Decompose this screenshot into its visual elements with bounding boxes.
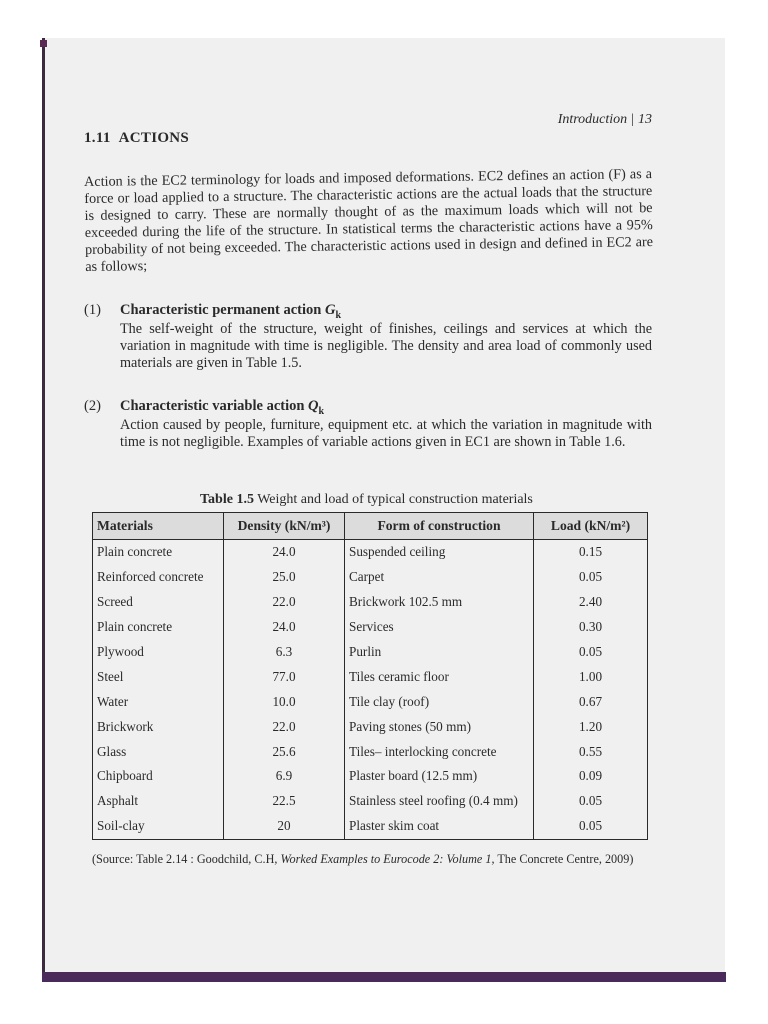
table-row (93, 664, 648, 689)
table-row (93, 764, 648, 789)
table-row (93, 689, 648, 714)
header-form: Form of construction (345, 513, 534, 540)
page-number: 13 (638, 112, 652, 127)
table-row (93, 739, 648, 764)
cell-form: Tiles ceramic floor (345, 664, 534, 689)
cell-material: Steel (93, 664, 224, 689)
action-subscript: k (318, 405, 325, 417)
cell-load: 0.55 (534, 739, 648, 764)
cell-load: 0.05 (534, 814, 648, 839)
cell-load: 0.67 (534, 689, 648, 714)
running-head-separator: | (631, 112, 634, 127)
cell-material: Water (93, 689, 224, 714)
source-prefix: (Source: Table 2.14 : Goodchild, C.H, (92, 852, 278, 866)
header-density: Density (kN/m³) (224, 513, 345, 540)
source-book-title: Worked Examples to Eurocode 2: Volume 1, (280, 852, 495, 866)
cell-density: 6.9 (224, 764, 345, 789)
cell-density: 22.0 (224, 590, 345, 615)
table-row (93, 615, 648, 640)
cell-form: Stainless steel roofing (0.4 mm) (345, 789, 534, 814)
action-title (120, 398, 324, 417)
cell-form: Suspended ceiling (345, 540, 534, 565)
action-label: (2) (84, 398, 101, 414)
table-row (93, 590, 648, 615)
page-edge-band (42, 972, 726, 982)
cell-density: 25.6 (224, 739, 345, 764)
table-caption (200, 492, 533, 508)
cell-load: 0.09 (534, 764, 648, 789)
cell-form: Brickwork 102.5 mm (345, 590, 534, 615)
cell-material: Reinforced concrete (93, 565, 224, 590)
header-load: Load (kN/m²) (534, 513, 648, 540)
cell-form: Carpet (345, 565, 534, 590)
action-title-text: Characteristic permanent action (120, 302, 322, 318)
header-materials: Materials (93, 513, 224, 540)
section-number: 1.11 (84, 130, 111, 146)
action-body: The self-weight of the structure, weight of finishes, ceilings and services at which the variation in magnitude with time is negligible. The density and area load of commonly used materials are given in Table 1.5. (120, 321, 652, 371)
cell-density: 77.0 (224, 664, 345, 689)
running-head-title: Introduction (557, 112, 628, 127)
cell-load: 1.20 (534, 714, 648, 739)
cell-density: 6.3 (224, 640, 345, 665)
cell-density: 10.0 (224, 689, 345, 714)
cell-density: 20 (224, 814, 345, 839)
cell-form: Plaster skim coat (345, 814, 534, 839)
cell-load: 0.30 (534, 615, 648, 640)
cell-form: Purlin (345, 640, 534, 665)
cell-form: Paving stones (50 mm) (345, 714, 534, 739)
cell-load: 0.15 (534, 540, 648, 565)
cell-material: Screed (93, 590, 224, 615)
cell-material: Brickwork (93, 714, 224, 739)
action-title-text: Characteristic variable action (120, 398, 305, 414)
cell-load: 2.40 (534, 590, 648, 615)
cell-load: 0.05 (534, 565, 648, 590)
cell-density: 22.0 (224, 714, 345, 739)
cell-material: Plain concrete (93, 540, 224, 565)
table-source-note (92, 852, 662, 867)
section-title: ACTIONS (118, 130, 190, 146)
table-row (93, 565, 648, 590)
cell-material: Chipboard (93, 764, 224, 789)
section-heading (84, 130, 189, 147)
corner-mark (40, 40, 47, 47)
table-caption-text: Weight and load of typical construction materials (257, 492, 533, 507)
action-body: Action caused by people, furniture, equipment etc. at which the variation in magnitude with time is not negligible. Examples of variable actions given in EC1 are shown in Table 1.6. (120, 417, 652, 450)
source-suffix: The Concrete Centre, 2009) (497, 852, 634, 866)
cell-density: 25.0 (224, 565, 345, 590)
cell-density: 24.0 (224, 540, 345, 565)
running-head (558, 112, 652, 128)
cell-material: Soil-clay (93, 814, 224, 839)
cell-load: 1.00 (534, 664, 648, 689)
cell-material: Plywood (93, 640, 224, 665)
action-label: (1) (84, 302, 101, 318)
cell-load: 0.05 (534, 789, 648, 814)
cell-form: Plaster board (12.5 mm) (345, 764, 534, 789)
cell-material: Plain concrete (93, 615, 224, 640)
action-subscript: k (335, 309, 342, 321)
cell-density: 24.0 (224, 615, 345, 640)
action-symbol: Q (308, 398, 319, 414)
cell-material: Asphalt (93, 789, 224, 814)
cell-load: 0.05 (534, 640, 648, 665)
table-row (93, 640, 648, 665)
table-row (93, 714, 648, 739)
cell-density: 22.5 (224, 789, 345, 814)
table-row (93, 814, 648, 839)
table-header-row (93, 513, 648, 540)
table-caption-label: Table 1.5 (200, 492, 254, 507)
cell-form: Services (345, 615, 534, 640)
cell-material: Glass (93, 739, 224, 764)
intro-paragraph: Action is the EC2 terminology for loads and imposed deformations. EC2 defines an action (F) as a force or load applied to a structure. The characteristic actions are the actual loads that the structure is designed to carry. These are normally thought of as the maximum loads which will not be exceeded during the life of the structure. In statistical terms the characteristic actions have a 95% probability of not being exceeded. The characteristic actions used in design and defined in EC2 are as follows; (84, 166, 654, 275)
action-title (120, 302, 341, 321)
cell-form: Tile clay (roof) (345, 689, 534, 714)
materials-table (92, 512, 648, 840)
table-row (93, 789, 648, 814)
cell-form: Tiles– interlocking concrete (345, 739, 534, 764)
action-symbol: G (324, 302, 336, 318)
table-row (93, 540, 648, 565)
